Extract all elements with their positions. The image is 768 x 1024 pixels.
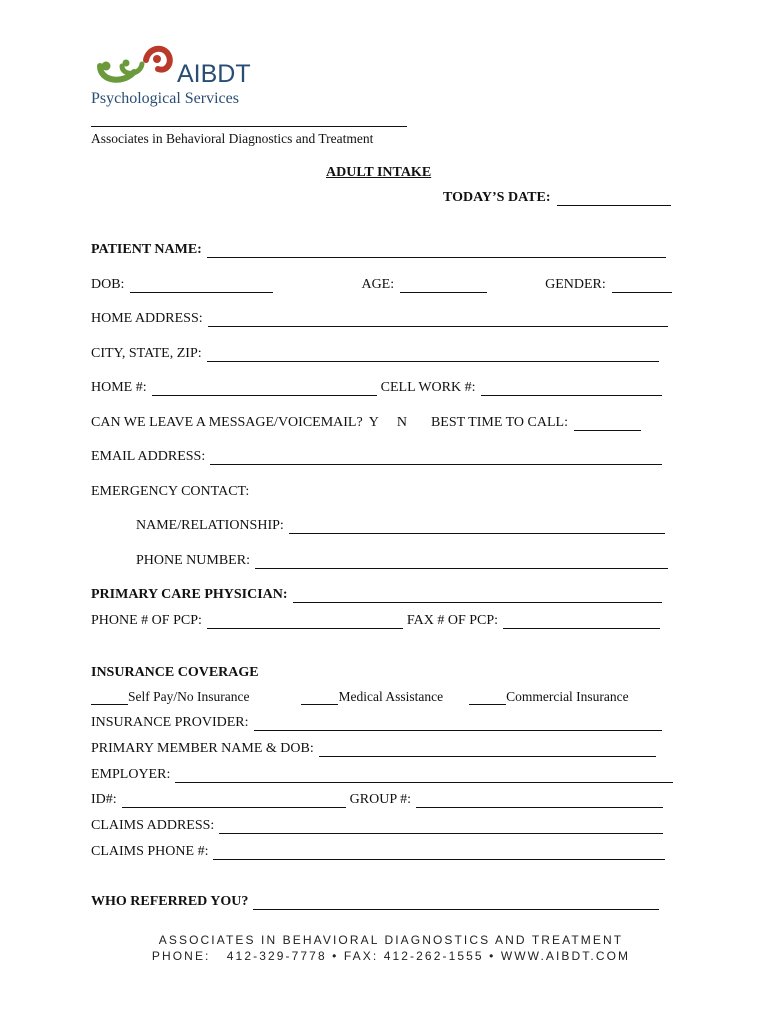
- logo: [91, 44, 284, 114]
- age-field[interactable]: [400, 279, 487, 293]
- commercial-insurance-label: Commercial Insurance: [506, 689, 629, 704]
- home-address-label: HOME ADDRESS:: [91, 311, 203, 326]
- insurance-provider-field[interactable]: [254, 717, 662, 731]
- gender-label: GENDER:: [545, 277, 606, 292]
- insurance-heading-row: [91, 665, 259, 681]
- dob-field[interactable]: [130, 279, 273, 293]
- home-address-field[interactable]: [208, 313, 668, 327]
- claims-phone-row: [91, 844, 665, 860]
- patient-name-label: PATIENT NAME:: [91, 242, 202, 257]
- member-name-field[interactable]: [319, 743, 656, 757]
- group-field[interactable]: [416, 794, 663, 808]
- age-label: AGE:: [361, 277, 395, 292]
- medical-assistance-checkbox[interactable]: [301, 691, 338, 705]
- logo-subtitle: Psychological Services: [91, 90, 239, 107]
- referral-row: [91, 894, 659, 910]
- aibdt-logo-icon: [94, 44, 174, 94]
- pcp-fax-label: FAX # OF PCP:: [406, 613, 499, 628]
- id-group-row: [91, 792, 663, 808]
- insurance-provider-row: [91, 715, 662, 731]
- insurance-heading: INSURANCE COVERAGE: [91, 665, 259, 680]
- email-label: EMAIL ADDRESS:: [91, 449, 206, 464]
- pcp-phone-fax-row: [91, 613, 660, 629]
- form-title: ADULT INTAKE: [326, 165, 432, 180]
- home-phone-field[interactable]: [152, 382, 377, 396]
- emergency-phone-label: PHONE NUMBER:: [136, 553, 250, 568]
- yes-option[interactable]: Y: [368, 415, 379, 430]
- commercial-insurance-checkbox[interactable]: [469, 691, 506, 705]
- email-field[interactable]: [210, 451, 662, 465]
- city-state-zip-field[interactable]: [207, 348, 659, 362]
- pcp-phone-label: PHONE # OF PCP:: [91, 613, 202, 628]
- message-row: [91, 415, 641, 431]
- claims-phone-label: CLAIMS PHONE #:: [91, 844, 209, 859]
- header-rule: [91, 126, 407, 127]
- id-label: ID#:: [91, 792, 117, 807]
- city-state-zip-label: CITY, STATE, ZIP:: [91, 346, 202, 361]
- name-relationship-row: [136, 518, 665, 534]
- member-name-label: PRIMARY MEMBER NAME & DOB:: [91, 741, 314, 756]
- cell-work-label: CELL WORK #:: [380, 380, 476, 395]
- dob-label: DOB:: [91, 277, 125, 292]
- member-name-row: [91, 741, 656, 757]
- footer-org-name: ASSOCIATES IN BEHAVIORAL DIAGNOSTICS AND TREATMENT: [158, 933, 624, 947]
- home-address-row: [91, 311, 668, 327]
- group-label: GROUP #:: [349, 792, 411, 807]
- org-full-name: Associates in Behavioral Diagnostics and Treatment: [91, 131, 374, 146]
- todays-date-label: TODAY’S DATE:: [443, 190, 551, 205]
- referral-label: WHO REFERRED YOU?: [91, 894, 249, 909]
- todays-date-field[interactable]: [557, 192, 671, 206]
- name-relationship-label: NAME/RELATIONSHIP:: [136, 518, 284, 533]
- patient-name-row: [91, 242, 666, 258]
- medical-assistance-label: Medical Assistance: [338, 689, 444, 704]
- insurance-provider-label: INSURANCE PROVIDER:: [91, 715, 249, 730]
- emergency-phone-field[interactable]: [255, 555, 668, 569]
- cell-work-field[interactable]: [481, 382, 662, 396]
- claims-address-field[interactable]: [219, 820, 663, 834]
- employer-row: [91, 767, 673, 783]
- pcp-label: PRIMARY CARE PHYSICIAN:: [91, 587, 288, 602]
- id-field[interactable]: [122, 794, 346, 808]
- no-option[interactable]: N: [396, 415, 407, 430]
- insurance-options-row: [91, 689, 629, 705]
- logo-name: AIBDT: [177, 60, 251, 88]
- claims-address-row: [91, 818, 663, 834]
- dob-row: [91, 277, 676, 293]
- pcp-row: [91, 587, 662, 603]
- employer-label: EMPLOYER:: [91, 767, 171, 782]
- claims-address-label: CLAIMS ADDRESS:: [91, 818, 215, 833]
- emergency-contact-row: [91, 484, 249, 500]
- footer-contact: PHONE: 412-329-7778 • FAX: 412-262-1555 • WWW.AIBDT.COM: [151, 949, 631, 963]
- phones-row: [91, 380, 662, 396]
- best-time-field[interactable]: [574, 417, 641, 431]
- claims-phone-field[interactable]: [213, 846, 665, 860]
- gender-field[interactable]: [612, 279, 672, 293]
- emergency-phone-row: [136, 553, 668, 569]
- pcp-phone-field[interactable]: [207, 615, 403, 629]
- email-row: [91, 449, 662, 465]
- leave-message-label: CAN WE LEAVE A MESSAGE/VOICEMAIL?: [91, 415, 363, 430]
- employer-field[interactable]: [175, 769, 673, 783]
- todays-date-row: [443, 190, 671, 206]
- best-time-label: BEST TIME TO CALL:: [430, 415, 568, 430]
- city-state-zip-row: [91, 346, 659, 362]
- referral-field[interactable]: [253, 896, 659, 910]
- patient-name-field[interactable]: [207, 244, 666, 258]
- self-pay-label: Self Pay/No Insurance: [128, 689, 250, 704]
- home-phone-label: HOME #:: [91, 380, 147, 395]
- name-relationship-field[interactable]: [289, 520, 665, 534]
- pcp-field[interactable]: [293, 589, 662, 603]
- emergency-contact-label: EMERGENCY CONTACT:: [91, 484, 250, 499]
- pcp-fax-field[interactable]: [503, 615, 660, 629]
- self-pay-checkbox[interactable]: [91, 691, 128, 705]
